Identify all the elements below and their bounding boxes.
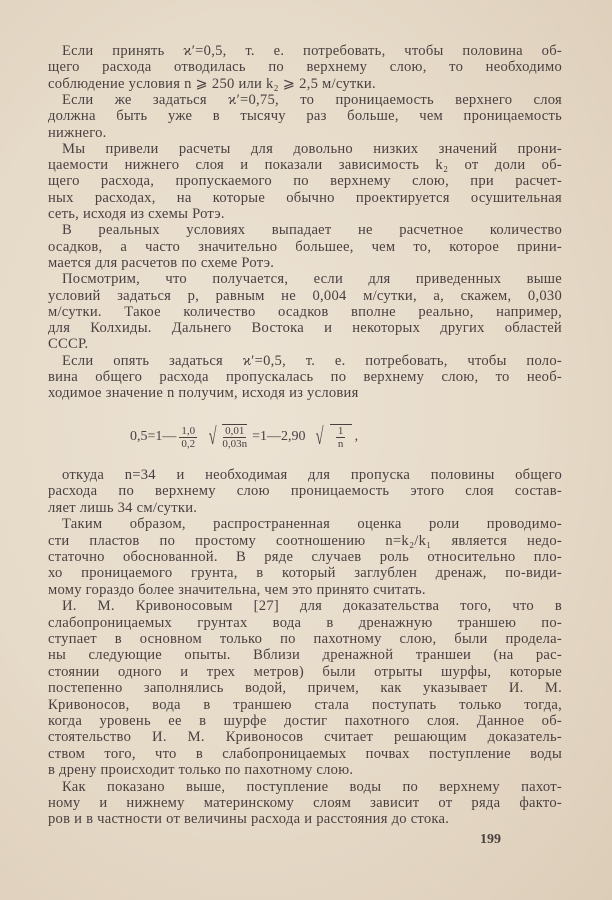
text-line: Как показано выше, поступление воды по верхнему пахот- <box>62 779 562 795</box>
equation <box>130 420 358 454</box>
text-line: Если принять ϰ′=0,5, т. е. потребовать, чтобы половина об- <box>62 43 562 59</box>
text-line: стоянии одного и трех метров) были отрыты шурфы, которые <box>48 664 562 680</box>
text-line: слабопроницаемых грунтах вода в дренажную траншею по- <box>48 615 562 631</box>
text-line: должна быть уже в тысячу раз больше, чем проницаемость <box>48 108 562 124</box>
text-line: откуда n=34 и необходимая для пропуска половины общего <box>62 467 562 483</box>
text-line: нижнего. <box>48 125 107 141</box>
text-line: когда уровень ее в шурфе достиг пахотного слоя. Данное об- <box>48 713 562 729</box>
equation-lhs: 0,5=1— <box>130 429 177 444</box>
text-line: статочно обоснованной. В ряде случаев роль относительно пло- <box>48 549 562 565</box>
text-line: Кривоносов, вода в траншею стала поступать только тогда, <box>48 697 562 713</box>
numerator: 0,01 <box>225 425 245 437</box>
text-line: для Колхиды. Дальнего Востока и некоторых других областей <box>48 320 562 336</box>
denominator: n <box>337 438 344 450</box>
text-line: ступает в основном только по пахотному слою, были продела- <box>48 631 562 647</box>
text-line: ны следующие опыты. Вблизи дренажной траншеи (на рас- <box>48 647 562 663</box>
radical-sign: √ <box>316 424 325 450</box>
text-line: хо проницаемого грунта, в который заглублен дренаж, по-види- <box>48 565 562 581</box>
equation-middle: =1—2,90 <box>252 429 306 444</box>
text-line: щего расхода отводилась по верхнему слою, то необходимо <box>48 59 562 75</box>
text-line: В реальных условиях выпадает не расчетное количество <box>62 222 562 238</box>
text-line: мается для расчетов по схеме Ротэ. <box>48 255 275 271</box>
text-line: СССР. <box>48 336 89 352</box>
text-line: осадков, а часто значительно большее, чем то, которое прини- <box>48 239 562 255</box>
text-line: ному и нижнему материнскому слоям зависит от ряда факто- <box>48 795 562 811</box>
text-line: соблюдение условия n ⩾ 250 или k₂ ⩾ 2,5 м/сутки. <box>48 76 376 92</box>
text-line: мому гораздо более значительна, чем это принято считать. <box>48 582 426 598</box>
denominator: 0,2 <box>181 437 196 450</box>
equation-tail: , <box>354 429 359 444</box>
text-line: в дрену происходит только по пахотному слою. <box>48 762 354 778</box>
text-line: ных расходах, на которые обычно проектируется осушительная <box>48 190 562 206</box>
text-line: цаемости нижнего слоя и показали зависимость k₂ от доли об- <box>48 157 562 173</box>
text-line: Посмотрим, что получается, если для приведенных выше <box>62 271 562 287</box>
text-line: сти пластов по простому соотношению n=k₂/k₁ является недо- <box>48 533 562 549</box>
text-line: щего расхода, пропускаемого по верхнему слою, при расчет- <box>48 173 562 189</box>
text-line: ров и в частности от величины расхода и расстояния до стока. <box>48 811 450 827</box>
text-line: сеть, исходя из схемы Ротэ. <box>48 206 225 222</box>
fraction <box>330 424 352 450</box>
text-line: вина общего расхода пропускалась по верхнему слою, то необ- <box>48 369 562 385</box>
fraction <box>222 424 247 450</box>
text-line: ством того, что в слабопроницаемых почвах поступление воды <box>48 746 562 762</box>
text-line: Если же задаться ϰ′=0,75, то проницаемость верхнего слоя <box>62 92 562 108</box>
text-line: м/сутки. Такое количество осадков вполне реально, например, <box>48 304 562 320</box>
text-line: стоятельство И. М. Кривоносов считает решающим доказатель- <box>48 729 562 745</box>
text-line: ходимое значение n получим, исходя из условия <box>48 385 359 401</box>
text-line: Мы привели расчеты для довольно низких значений прони- <box>62 141 562 157</box>
page-number: 199 <box>480 832 501 847</box>
text-line: расхода по верхнему слою проницаемость этого слоя состав- <box>48 483 562 499</box>
text-line: постепенно заполнялись водой, причем, как указывает И. М. <box>48 680 562 696</box>
text-line: Если опять задаться ϰ′=0,5, т. е. потребовать, чтобы поло- <box>62 353 562 369</box>
numerator: 1 <box>337 425 344 437</box>
text-line: условий задаться p, равным не 0,004 м/сутки, а, скажем, 0,030 <box>48 288 562 304</box>
fraction <box>179 425 197 450</box>
denominator: 0,03n <box>222 438 248 450</box>
text-line: ляет лишь 34 см/сутки. <box>48 500 198 516</box>
text-line: И. М. Кривоносовым [27] для доказательства того, что в <box>62 598 562 614</box>
text-line: Таким образом, распространенная оценка роли проводимо- <box>62 516 562 532</box>
numerator: 1,0 <box>181 424 196 437</box>
radical-sign: √ <box>208 424 217 450</box>
